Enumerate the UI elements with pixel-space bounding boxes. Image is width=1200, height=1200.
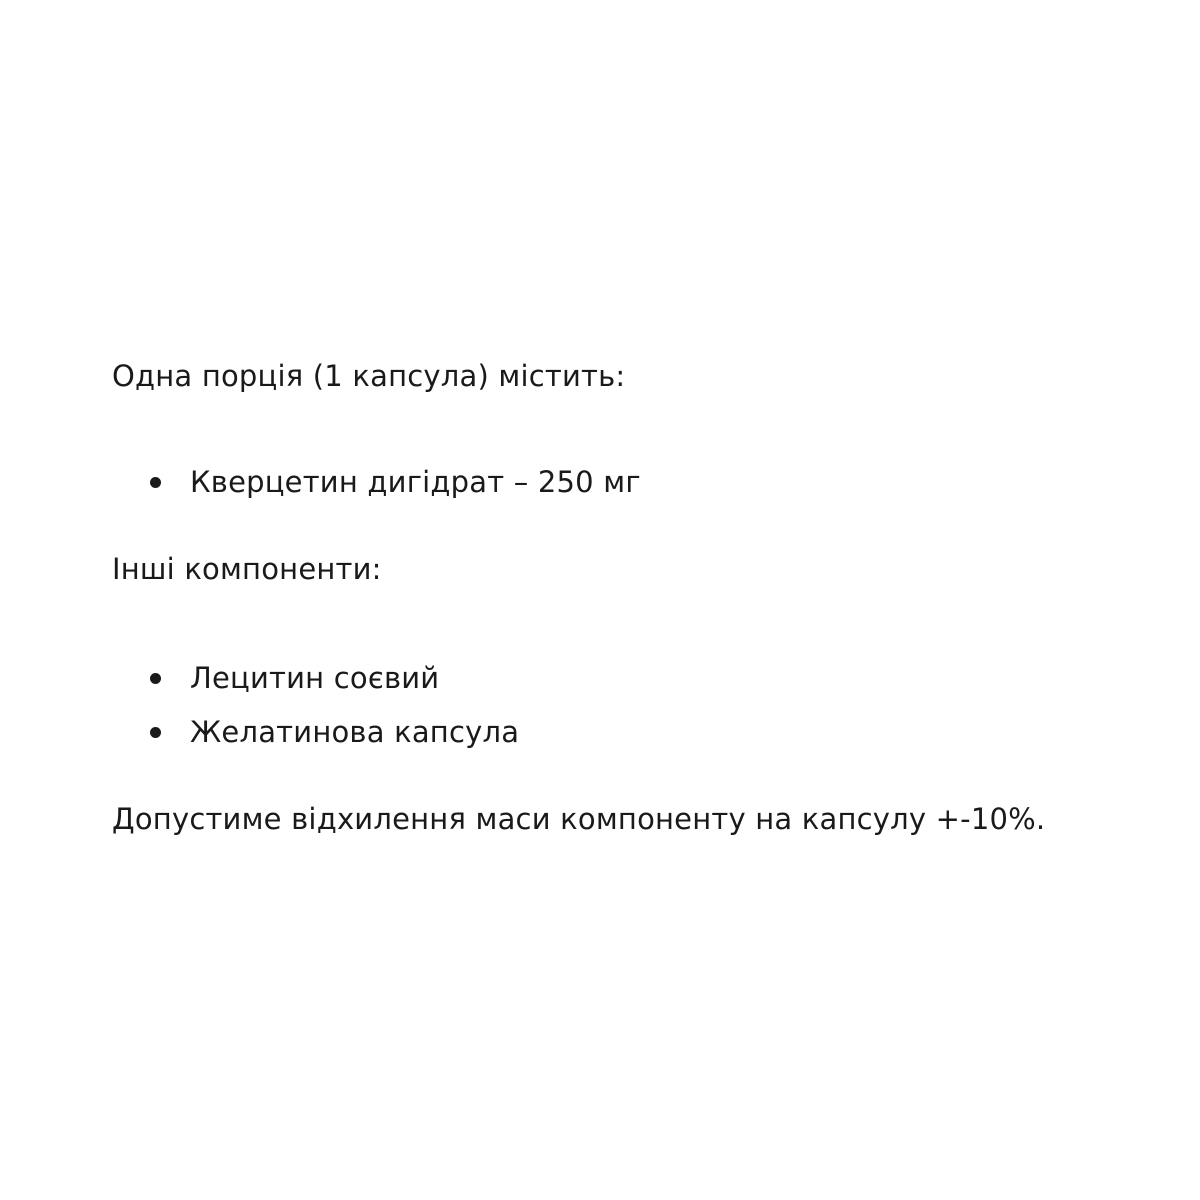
ingredient-label: Кверцетин дигідрат – 250 мг: [190, 465, 641, 499]
serving-intro: Одна порція (1 капсула) містить:: [112, 359, 626, 393]
bullet-icon: [150, 673, 161, 684]
ingredient-label: Желатинова капсула: [190, 715, 520, 749]
bullet-icon: [150, 727, 161, 738]
ingredient-label: Лецитин соєвий: [190, 661, 440, 695]
other-components-heading: Інші компоненти:: [112, 552, 382, 586]
tolerance-note: Допустиме відхилення маси компоненту на капсулу +-10%.: [112, 802, 1046, 836]
bullet-icon: [150, 477, 161, 488]
